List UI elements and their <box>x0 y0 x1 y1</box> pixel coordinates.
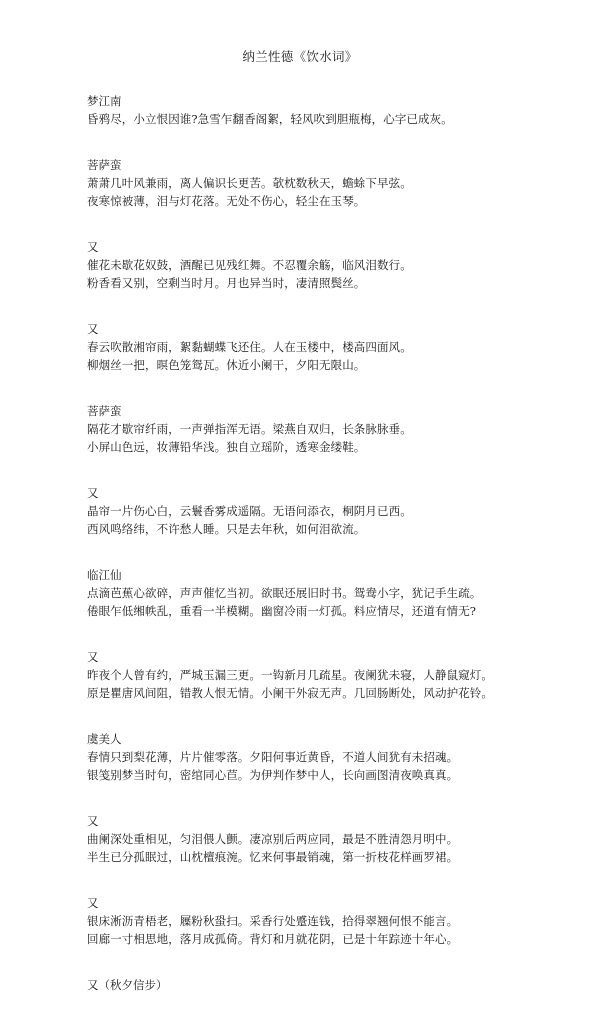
poem-line: 点滴芭蕉心欲碎，声声催忆当初。欲眠还展旧时书。鸳鸯小字，犹记手生疏。 <box>87 586 482 600</box>
poem-line: 春云吹散湘帘雨，絮黏蝴蝶飞还住。人在玉楼中，楼高四面风。 <box>87 340 412 354</box>
poem-list <box>87 93 507 1023</box>
poem-line: 西风鸣络纬，不许愁人睡。只是去年秋，如何泪欲流。 <box>87 522 366 536</box>
poem-title: 虞美人 <box>87 732 122 746</box>
poem-section <box>87 731 507 784</box>
poem-title: 又 <box>87 896 99 910</box>
poem-line: 隔花才歇帘纤雨，一声弹指浑无语。梁燕自双归，长条脉脉垂。 <box>87 422 412 436</box>
poem-title: 又 <box>87 322 99 336</box>
poem-line: 倦眼乍低缃帙乱，重看一半模糊。幽窗冷雨一灯孤。料应情尽，还道有情无? <box>87 604 477 618</box>
poem-line: 半生已分孤眠过，山枕檀痕涴。忆来何事最销魂，第一折枝花样画罗裙。 <box>87 850 459 864</box>
poem-title: 又 <box>87 650 99 664</box>
poem-line: 小屏山色远，妆薄铅华浅。独自立瑶阶，透寒金缕鞋。 <box>87 440 366 454</box>
poem-line: 昏鸦尽，小立恨因谁?急雪乍翻香阁絮，轻风吹到胆瓶梅，心字已成灰。 <box>87 112 453 126</box>
poem-line: 萧萧几叶风兼雨，离人偏识长更苦。欹枕数秋天，蟾蜍下早弦。 <box>87 176 412 190</box>
poem-line: 昨夜个人曾有约，严城玉漏三更。一钩新月几疏星。夜阑犹未寝，人静鼠窥灯。 <box>87 668 493 682</box>
poem-section <box>87 403 507 456</box>
poem-line: 晶帘一片伤心白，云鬟香雾成遥隔。无语问添衣，桐阴月已西。 <box>87 504 412 518</box>
document-title: 纳兰性德《饮水词》 <box>242 49 358 64</box>
poem-title: 梦江南 <box>87 94 122 108</box>
poem-line: 曲阑深处重相见，匀泪偎人颤。凄凉别后两应同，最是不胜清怨月明中。 <box>87 832 459 846</box>
poem-title: 又 <box>87 486 99 500</box>
poem-section <box>87 321 507 374</box>
poem-line: 回廊一寸相思地，落月成孤倚。背灯和月就花阴，已是十年踪迹十年心。 <box>87 932 459 946</box>
poem-line: 春情只到梨花薄，片片催零落。夕阳何事近黄昏，不道人间犹有未招魂。 <box>87 750 459 764</box>
poem-section <box>87 93 507 128</box>
poem-line: 柳烟丝一把，暝色笼鸳瓦。休近小阑干，夕阳无限山。 <box>87 358 366 372</box>
poem-section <box>87 239 507 292</box>
poem-section <box>87 895 507 948</box>
poem-title: 又（秋夕信步） <box>87 978 168 992</box>
poem-title: 菩萨蛮 <box>87 404 122 418</box>
poem-section <box>87 485 507 538</box>
poem-section <box>87 157 507 210</box>
poem-title: 临江仙 <box>87 568 122 582</box>
poem-line: 催花未歇花奴鼓，酒醒已见残红舞。不忍覆余觞，临风泪数行。 <box>87 258 412 272</box>
poem-section <box>87 567 507 620</box>
poem-line: 夜寒惊被薄，泪与灯花落。无处不伤心，轻尘在玉琴。 <box>87 194 366 208</box>
poem-title: 菩萨蛮 <box>87 158 122 172</box>
poem-line: 原是瞿唐风间阻，错教人恨无情。小阑干外寂无声。几回肠断处，风动护花铃。 <box>87 686 493 700</box>
poem-title: 又 <box>87 240 99 254</box>
poem-section <box>87 977 507 994</box>
poem-section <box>87 649 507 702</box>
poem-section <box>87 813 507 866</box>
poem-line: 银床淅沥青梧老，屧粉秋蛩扫。采香行处蹙连钱，拾得翠翘何恨不能言。 <box>87 914 459 928</box>
poem-title: 又 <box>87 814 99 828</box>
poem-line: 粉香看又别，空剩当时月。月也异当时，凄清照鬓丝。 <box>87 276 366 290</box>
poem-line: 银笺别梦当时句，密绾同心苣。为伊判作梦中人，长向画图清夜唤真真。 <box>87 768 459 782</box>
